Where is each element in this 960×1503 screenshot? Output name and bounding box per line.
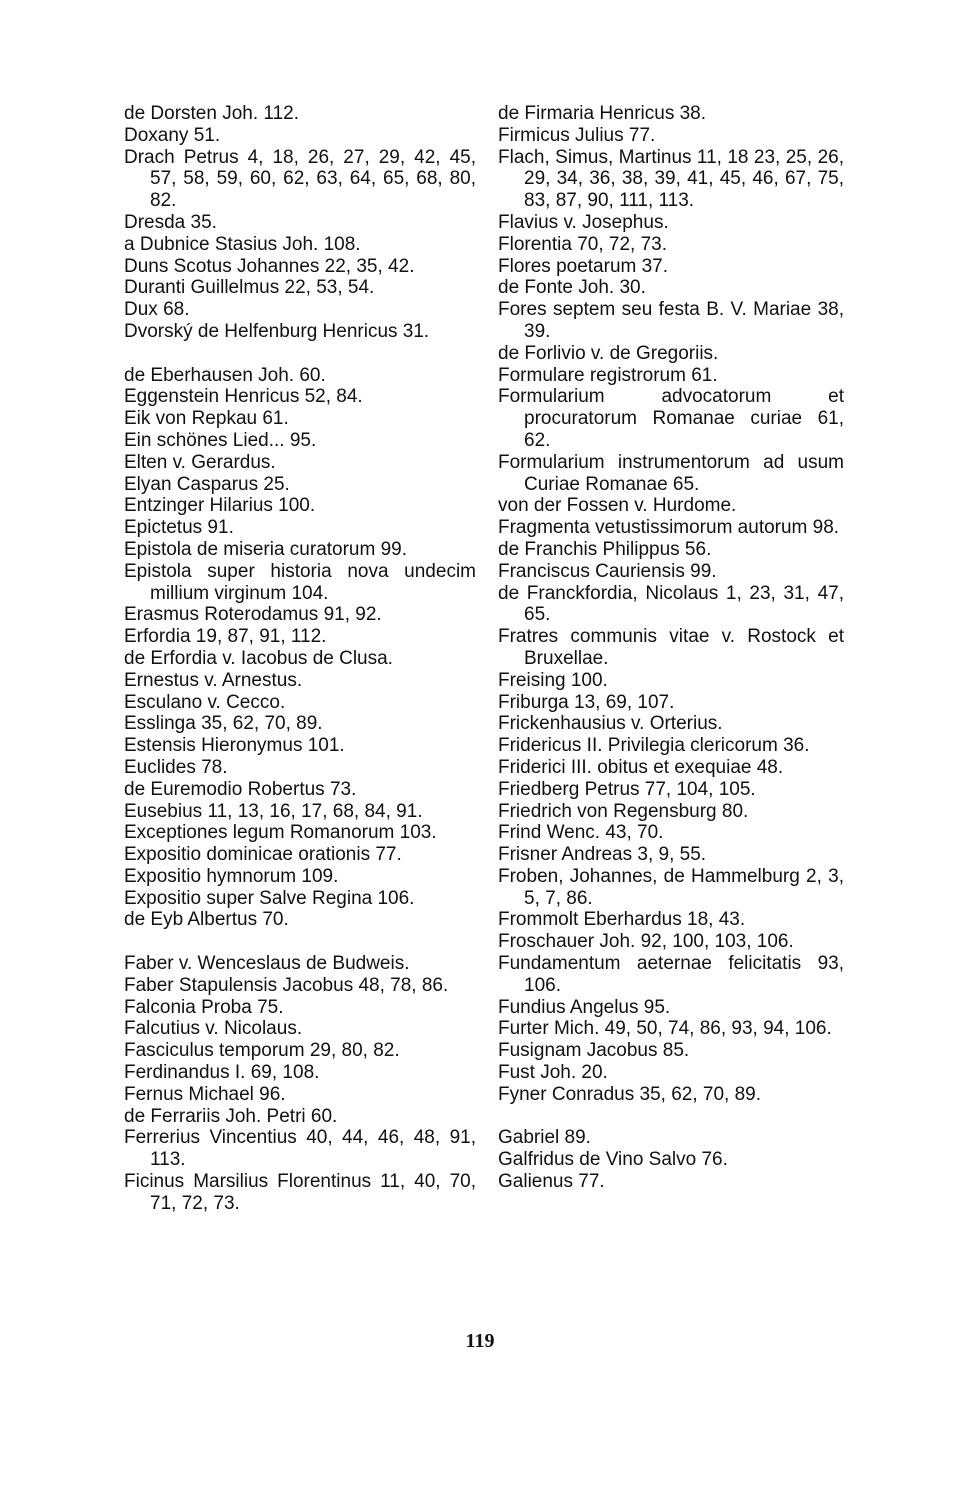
index-entry: Frickenhausius v. Orterius. (498, 713, 723, 735)
index-entry: Doxany 51. (124, 124, 221, 146)
index-entry: Furter Mich. 49, 50, 74, 86, 93, 94, 106. (498, 1018, 832, 1040)
index-entry: Fundamentum aeternae felicitatis 93, 106. (498, 953, 844, 996)
index-entry: Fragmenta vetustissimorum autorum 98. (498, 517, 840, 539)
index-entry: Fridericus II. Privilegia clericorum 36. (498, 735, 810, 757)
index-entry: Galienus 77. (498, 1171, 605, 1193)
index-entry: de Erfordia v. Iacobus de Clusa. (124, 647, 393, 669)
index-entry: Formulare registrorum 61. (498, 364, 718, 386)
index-entry: Ferdinandus I. 69, 108. (124, 1062, 320, 1084)
index-entry: Dux 68. (124, 299, 190, 321)
index-entry: Epictetus 91. (124, 517, 234, 539)
index-entry: a Dubnice Stasius Joh. 108. (124, 233, 361, 255)
index-entry: Dresda 35. (124, 211, 217, 233)
index-entry: Eggenstein Henricus 52, 84. (124, 386, 363, 408)
index-entry: Falconia Proba 75. (124, 996, 284, 1018)
index-entry: Ficinus Marsilius Florentinus 11, 40, 70, 71, 72, 73. (124, 1171, 476, 1214)
index-entry: Froben, Johannes, de Hammelburg 2, 3, 5, 7, 86. (498, 865, 844, 909)
index-entry: Fores septem seu festa B. V. Mariae 38, 39. (498, 299, 844, 342)
index-entry: Elyan Casparus 25. (124, 473, 290, 495)
index-entry: Fust Joh. 20. (498, 1062, 608, 1084)
index-entry: Frind Wenc. 43, 70. (498, 822, 664, 844)
index-entry: Eusebius 11, 13, 16, 17, 68, 84, 91. (124, 800, 423, 822)
section-gap (124, 931, 476, 953)
index-entry: Epistola super historia nova undecim millium virginum 104. (124, 560, 476, 604)
index-entry: Flach, Simus, Martinus 11, 18 23, 25, 26, 29, 34, 36, 38, 39, 41, 45, 46, 67, 75, 83, 87, 90, 111, 113. (498, 146, 844, 212)
section-gap (498, 1106, 844, 1128)
index-entry: Fusignam Jacobus 85. (498, 1040, 690, 1062)
index-entry: Fratres communis vitae v. Rostock et Bruxellae. (498, 626, 844, 669)
index-entry: Estensis Hieronymus 101. (124, 735, 345, 757)
index-entry: Friderici III. obitus et exequiae 48. (498, 756, 784, 778)
index-entry: de Franckfordia, Nicolaus 1, 23, 31, 47, 65. (498, 582, 844, 626)
index-entry: Friburga 13, 69, 107. (498, 691, 675, 713)
index-entry: de Eyb Albertus 70. (124, 909, 289, 931)
index-entry: Flores poetarum 37. (498, 255, 669, 277)
index-entry: Ernestus v. Arnestus. (124, 669, 303, 691)
index-entry: Drach Petrus 4, 18, 26, 27, 29, 42, 45, 57, 58, 59, 60, 62, 63, 64, 65, 68, 80, 82. (124, 146, 476, 212)
index-entry: de Dorsten Joh. 112. (124, 103, 299, 124)
index-entry: Erfordia 19, 87, 91, 112. (124, 626, 327, 648)
index-entry: Formularium advocatorum et procuratorum Romanae curiae 61, 62. (498, 386, 844, 451)
index-entry: Faber v. Wenceslaus de Budweis. (124, 953, 410, 975)
index-entry: Ein schönes Lied... 95. (124, 429, 317, 451)
index-entry: Friedberg Petrus 77, 104, 105. (498, 778, 756, 800)
index-column-left (124, 103, 476, 1215)
index-entry: Galfridus de Vino Salvo 76. (498, 1149, 728, 1171)
index-entry: Elten v. Gerardus. (124, 451, 276, 473)
index-entry: Duns Scotus Johannes 22, 35, 42. (124, 255, 415, 277)
index-entry: de Franchis Philippus 56. (498, 538, 712, 560)
index-entry: Eik von Repkau 61. (124, 408, 289, 430)
index-entry: Duranti Guillelmus 22, 53, 54. (124, 277, 375, 299)
index-entry: Esculano v. Cecco. (124, 691, 286, 713)
index-entry: Esslinga 35, 62, 70, 89. (124, 713, 323, 735)
index-entry: Faber Stapulensis Jacobus 48, 78, 86. (124, 974, 449, 996)
index-entry: Erasmus Roterodamus 91, 92. (124, 604, 382, 626)
index-entry: de Firmaria Henricus 38. (498, 103, 707, 124)
index-entry: Ferrerius Vincentius 40, 44, 46, 48, 91, 113. (124, 1127, 476, 1171)
index-entry: Firmicus Julius 77. (498, 124, 656, 146)
index-entry: Florentia 70, 72, 73. (498, 233, 667, 255)
index-entry: Fasciculus temporum 29, 80, 82. (124, 1040, 400, 1062)
section-gap (124, 343, 476, 365)
index-entry: Formularium instrumentorum ad usum Curiae Romanae 65. (498, 451, 844, 495)
index-entry: Fernus Michael 96. (124, 1083, 286, 1105)
index-entry: Freising 100. (498, 669, 608, 691)
index-entry: von der Fossen v. Hurdome. (498, 495, 737, 517)
index-entry: Frommolt Eberhardus 18, 43. (498, 909, 746, 931)
index-entry: Expositio super Salve Regina 106. (124, 887, 415, 909)
index-entry: Epistola de miseria curatorum 99. (124, 538, 408, 560)
index-entry: Dvorský de Helfenburg Henricus 31. (124, 320, 430, 342)
index-entry: de Forlivio v. de Gregoriis. (498, 342, 719, 364)
index-entry: Froschauer Joh. 92, 100, 103, 106. (498, 931, 794, 953)
index-entry: de Fonte Joh. 30. (498, 277, 646, 299)
index-entry: Falcutius v. Nicolaus. (124, 1018, 303, 1040)
index-entry: de Eberhausen Joh. 60. (124, 364, 326, 386)
index-entry: de Euremodio Robertus 73. (124, 778, 357, 800)
index-entry: de Ferrariis Joh. Petri 60. (124, 1105, 338, 1127)
index-entry: Expositio dominicae orationis 77. (124, 844, 402, 866)
index-entry: Flavius v. Josephus. (498, 211, 669, 233)
page-number: 119 (465, 1330, 495, 1352)
index-entry: Franciscus Cauriensis 99. (498, 560, 717, 582)
index-entry: Expositio hymnorum 109. (124, 865, 339, 887)
index-entry: Frisner Andreas 3, 9, 55. (498, 844, 707, 866)
index-entry: Exceptiones legum Romanorum 103. (124, 822, 437, 844)
index-entry: Fundius Angelus 95. (498, 996, 671, 1018)
index-entry: Euclides 78. (124, 756, 228, 778)
index-entry: Fyner Conradus 35, 62, 70, 89. (498, 1083, 761, 1105)
index-entry: Friedrich von Regensburg 80. (498, 800, 749, 822)
index-column-right (498, 103, 844, 1193)
index-entry: Gabriel 89. (498, 1127, 591, 1149)
index-entry: Entzinger Hilarius 100. (124, 495, 316, 517)
